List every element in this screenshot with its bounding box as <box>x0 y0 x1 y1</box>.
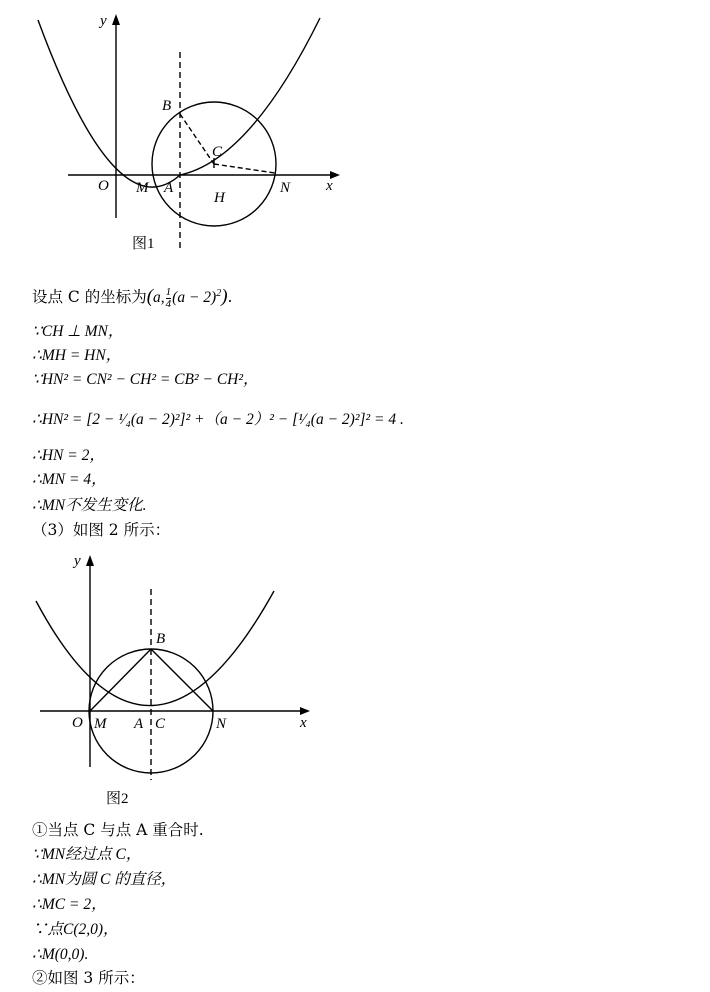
label-o: O <box>98 178 109 194</box>
text-line-11: ∵MN经过点 C， <box>32 846 142 863</box>
parabola-curve <box>38 18 320 187</box>
label-y: y <box>100 13 107 29</box>
text-line-12: ∴MN为圆 C 的直径， <box>32 871 177 888</box>
label-h: H <box>214 190 225 206</box>
parabola-curve <box>36 591 274 706</box>
text-line-16: ②如图 3 所示： <box>32 969 145 987</box>
label-b: B <box>156 631 166 647</box>
dashed-cn <box>214 164 275 173</box>
label-x: x <box>300 715 307 731</box>
figure-1 <box>0 0 360 262</box>
label-a: A <box>164 180 174 196</box>
y-axis-arrow-icon <box>112 14 120 25</box>
text-line-1: 设点 C 的坐标为(a, $\frac{1}{4}$ $(a - 2)^2$). <box>32 285 233 310</box>
label-c: C <box>155 716 166 732</box>
text-line-7: ∴MN = 4， <box>32 471 107 488</box>
label-m: M <box>94 716 107 732</box>
label-o: O <box>72 715 83 731</box>
text-line-15: ∴M(0,0). <box>32 946 89 963</box>
text-line-5: ∴HN² = [2 − ¹⁄₄(a − 2)²]² +（a − 2）² − [¹⁄₄(a − 2)²]² = 4 . <box>32 411 404 428</box>
segment-bn <box>151 649 213 711</box>
text-line-14: ∵点C(2,0)， <box>32 921 119 938</box>
label-a: A <box>134 716 144 732</box>
text-line-9: （3）如图 2 所示： <box>32 521 171 539</box>
text-line-13: ∴MC = 2， <box>32 896 107 913</box>
label-b: B <box>162 98 172 114</box>
text-line-3: ∴MH = HN， <box>32 347 122 364</box>
label-y: y <box>74 553 81 569</box>
figure-1-caption: 图1 <box>132 236 155 252</box>
label-n: N <box>280 180 291 196</box>
segment-bm <box>90 649 151 711</box>
text-line-6: ∴HN = 2， <box>32 447 105 464</box>
label-m: M <box>136 180 149 196</box>
label-n: N <box>216 716 227 732</box>
dashed-cb <box>180 114 214 164</box>
text-line-4: ∵HN² = CN² − CH² = CB² − CH²， <box>32 371 259 388</box>
figure-2-caption: 图2 <box>106 791 129 807</box>
label-x: x <box>326 178 333 194</box>
y-axis-arrow-icon <box>86 555 94 566</box>
label-c: C <box>212 144 223 160</box>
x-axis-arrow-icon <box>300 707 310 715</box>
figure-2 <box>0 545 360 815</box>
text-line-8: ∴MN不发生变化. <box>32 497 147 514</box>
text-line-2: ∵CH ⊥ MN， <box>32 323 124 340</box>
text-line-10: ①当点 C 与点 A 重合时. <box>32 821 204 839</box>
